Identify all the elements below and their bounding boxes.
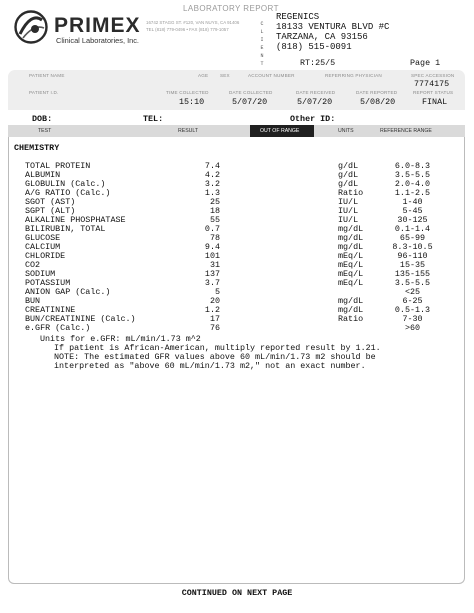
test-units: mg/dL	[338, 233, 364, 243]
test-units: Ratio	[338, 314, 364, 324]
test-reference-range: 8.3-10.5	[392, 242, 433, 252]
test-units: IU/L	[338, 197, 359, 207]
test-units: mg/dL	[338, 296, 364, 306]
client-name: REGENICS	[276, 12, 320, 22]
test-name: GLUCOSE	[25, 233, 61, 243]
test-result: 1.2	[204, 305, 220, 315]
test-reference-range: 6-25	[402, 296, 423, 306]
spec-accession-label: SPEC ACCESSION	[411, 73, 455, 78]
test-reference-range: 1-40	[402, 197, 423, 207]
time-collected-value: 15:10	[179, 97, 205, 107]
brand-name: PRIMEX	[54, 14, 141, 37]
tel-label: TEL:	[143, 114, 164, 124]
dob-label: DOB:	[32, 114, 53, 124]
test-units: mg/dL	[338, 242, 364, 252]
header-reference-range: REFERENCE RANGE	[380, 127, 432, 134]
gfr-african-american-note: If patient is African-American, multiply reported result by 1.21.	[54, 343, 381, 353]
test-name: POTASSIUM	[25, 278, 71, 288]
report-status-value: FINAL	[422, 97, 448, 107]
test-reference-range: 2.0-4.0	[394, 179, 431, 189]
test-name: BUN/CREATININE (Calc.)	[25, 314, 136, 324]
test-reference-range: 6.0-8.3	[394, 161, 431, 171]
test-reference-range: 7-30	[402, 314, 423, 324]
brand-subtitle: Clinical Laboratories, Inc.	[56, 36, 139, 45]
test-result: 76	[209, 323, 220, 333]
test-result: 0.7	[204, 224, 220, 234]
patient-name-label: PATIENT NAME	[29, 73, 65, 78]
test-reference-range: 5-45	[402, 206, 423, 216]
referring-physician-label: REFERRING PHYSICIAN	[325, 73, 382, 78]
test-reference-range: 1.1-2.5	[394, 188, 431, 198]
test-result: 31	[209, 260, 220, 270]
test-result: 18	[209, 206, 220, 216]
test-result: 78	[209, 233, 220, 243]
test-units: mEq/L	[338, 251, 364, 261]
test-result: 137	[204, 269, 220, 279]
test-name: TOTAL PROTEIN	[25, 161, 91, 171]
test-name: e.GFR (Calc.)	[25, 323, 91, 333]
test-result: 17	[209, 314, 220, 324]
test-name: SGOT (AST)	[25, 197, 76, 207]
gfr-units-note: Units for e.GFR: mL/min/1.73 m^2	[40, 334, 201, 344]
sex-label: SEX	[220, 73, 230, 78]
patient-id-label: PATIENT I.D.	[29, 90, 59, 95]
rt-code: RT:25/5	[300, 58, 336, 68]
test-name: CO2	[25, 260, 41, 270]
other-id-label: Other ID:	[290, 114, 336, 124]
report-status-label: REPORT STATUS	[413, 90, 454, 95]
test-name: ALBUMIN	[25, 170, 61, 180]
test-result: 3.2	[204, 179, 220, 189]
date-collected-value: 5/07/20	[232, 97, 268, 107]
account-number-label: ACCOUNT NUMBER	[248, 73, 295, 78]
test-name: SGPT (ALT)	[25, 206, 76, 216]
test-result: 9.4	[204, 242, 220, 252]
test-reference-range: 0.5-1.3	[394, 305, 431, 315]
test-units: g/dL	[338, 161, 359, 171]
test-reference-range: 3.5-5.5	[394, 278, 431, 288]
age-label: AGE	[198, 73, 209, 78]
test-result: 20	[209, 296, 220, 306]
test-units: mEq/L	[338, 260, 364, 270]
lab-address-line: 16742 STAGG ST. #120, VAN NUYS, CA 91406	[146, 20, 240, 25]
header-result: RESULT	[178, 127, 199, 134]
client-street: 18133 VENTURA BLVD #C	[276, 22, 390, 32]
test-units: mEq/L	[338, 278, 364, 288]
test-name: BUN	[25, 296, 41, 306]
test-units: g/dL	[338, 179, 359, 189]
test-reference-range: 65-99	[399, 233, 426, 243]
report-title: LABORATORY REPORT	[183, 4, 279, 13]
table-row	[0, 324, 474, 333]
client-vertical-label: C L I E N T	[260, 21, 264, 67]
test-reference-range: 15-35	[399, 260, 426, 270]
test-units: g/dL	[338, 170, 359, 180]
test-result: 1.3	[204, 188, 220, 198]
date-reported-label: DATE REPORTED	[356, 90, 398, 95]
test-reference-range: 96-110	[397, 251, 428, 261]
test-name: CREATININE	[25, 305, 76, 315]
page-number: Page 1	[410, 58, 441, 68]
test-result: 25	[209, 197, 220, 207]
client-city: TARZANA, CA 93156	[276, 32, 368, 42]
date-received-value: 5/07/20	[297, 97, 333, 107]
date-reported-value: 5/08/20	[360, 97, 396, 107]
test-reference-range: 0.1-1.4	[394, 224, 431, 234]
test-name: SODIUM	[25, 269, 56, 279]
test-units: IU/L	[338, 206, 359, 216]
test-units: mg/dL	[338, 224, 364, 234]
test-reference-range: <25	[404, 287, 421, 297]
test-name: GLOBULIN (Calc.)	[25, 179, 106, 189]
test-units: mg/dL	[338, 305, 364, 315]
test-units: IU/L	[338, 215, 359, 225]
test-name: ALKALINE PHOSPHATASE	[25, 215, 126, 225]
date-collected-label: DATE COLLECTED	[229, 90, 273, 95]
gfr-estimate-note-line2: interpreted as "above 60 mL/min/1.73 m2," not an exact number.	[54, 361, 366, 371]
primex-logo-icon	[14, 10, 48, 44]
time-collected-label: TIME COLLECTED	[166, 90, 209, 95]
continued-footer: CONTINUED ON NEXT PAGE	[181, 588, 293, 598]
test-name: CALCIUM	[25, 242, 61, 252]
test-name: BILIRUBIN, TOTAL	[25, 224, 106, 234]
date-received-label: DATE RECEIVED	[296, 90, 336, 95]
header-units: UNITS	[338, 127, 354, 134]
test-result: 7.4	[204, 161, 220, 171]
test-result: 3.7	[204, 278, 220, 288]
results-table-header	[8, 125, 465, 137]
header-out-of-range: OUT OF RANGE	[260, 127, 300, 134]
test-result: 101	[204, 251, 220, 261]
test-reference-range: 30-125	[397, 215, 428, 225]
test-name: ANION GAP (Calc.)	[25, 287, 111, 297]
lab-phone-line: TEL (818) 779-0496 • FAX (818) 779-1057	[146, 27, 229, 32]
header-test: TEST	[38, 127, 52, 134]
test-reference-range: 135-155	[394, 269, 431, 279]
spec-accession-value: 7774175	[414, 79, 450, 89]
test-name: CHLORIDE	[25, 251, 66, 261]
test-reference-range: >60	[404, 323, 421, 333]
test-name: A/G RATIO (Calc.)	[25, 188, 111, 198]
test-result: 5	[214, 287, 220, 297]
client-phone: (818) 515-0091	[276, 42, 352, 52]
test-units: mEq/L	[338, 269, 364, 279]
section-title-chemistry: CHEMISTRY	[14, 143, 60, 153]
test-result: 55	[209, 215, 220, 225]
test-result: 4.2	[204, 170, 220, 180]
test-reference-range: 3.5-5.5	[394, 170, 431, 180]
gfr-estimate-note-line1: NOTE: The estimated GFR values above 60 mL/min/1.73 m2 should be	[54, 352, 376, 362]
test-units: Ratio	[338, 188, 364, 198]
